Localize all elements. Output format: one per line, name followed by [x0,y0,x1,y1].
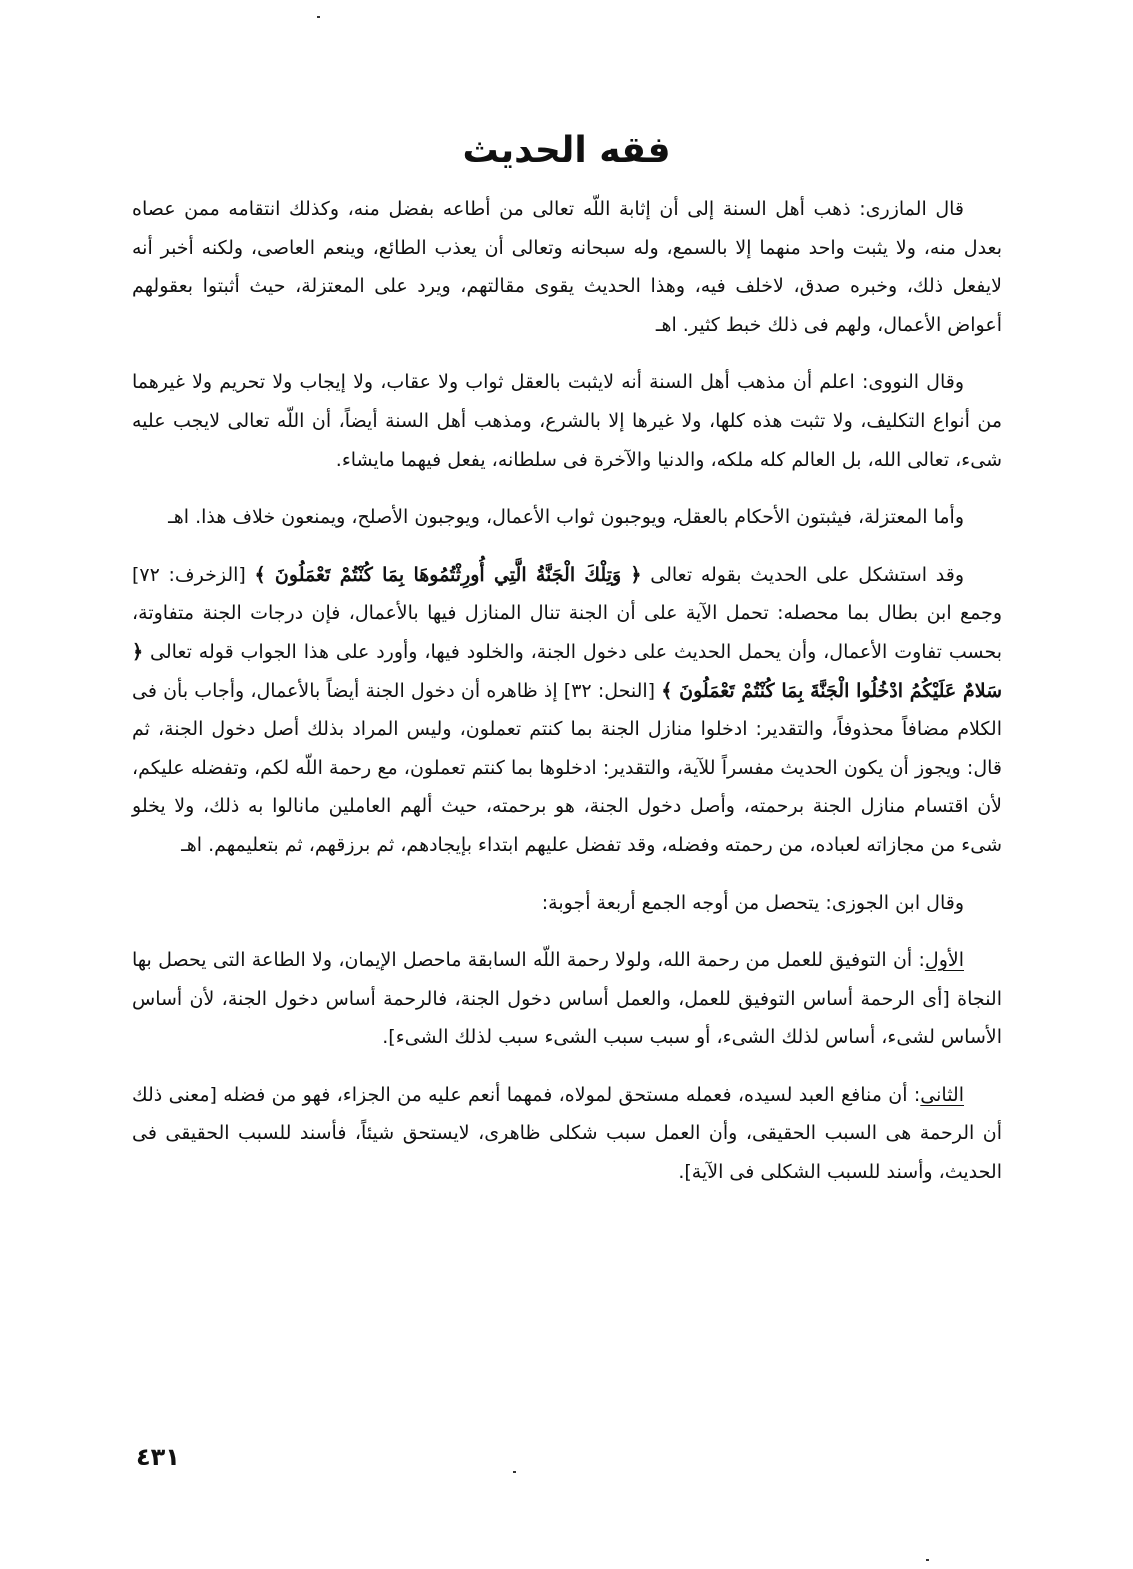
scan-speck [317,16,320,18]
ibn-battal-answer: وجمع ابن بطال بما محصله: تحمل الآية على أن الجنة تنال المنازل فيها بالأعمال، فإن درجات الجنة متفاوتة، بحسب تفاوت الأعمال، وأن يحمل الحديث على دخول الجنة، والخلود فيها، وأورد على هذا الجواب قوله تعالى [132,602,1003,663]
scan-speck [926,1559,929,1561]
paragraph-mutazila: وأما المعتزلة، فيثبتون الأحكام بالعقل، ويوجبون ثواب الأعمال، ويوجبون الأصلح، ويمنعون خلاف هذا. اهـ [168,506,964,529]
page-number: ٤٣١ [136,1443,180,1471]
objection-resolution: إذ ظاهره أن دخول الجنة أيضاً بالأعمال، وأجاب بأن فى الكلام مضافاً محذوفاً، والتقدير: ادخلوا منازل الجنة بما كنتم تعملون، وليس المراد بذلك أصل دخول الجنة، ثم قال: ويجوز أن يكون الحديث مفسراً للآية، والتقدير: ادخلوها بما كنتم تعملون، مع رحمة اللّه لكم، وتفضله عليكم، لأن اقتسام منازل الجنة برحمته، وأصل دخول الجنة، هو برحمته، حيث ألهم العاملين مانالوا به ذلك، ولا يخلو شىء من مجازاته لعباده، من رحمته وفضله، وقد تفضل عليهم ابتداء بإيجادهم، ثم برزقهم، ثم بتعليمهم. اهـ [132,679,1002,856]
first-answer-label: الأول [924,949,964,972]
paragraph-first-answer [132,941,1002,1057]
paragraph-second-answer [132,1076,1002,1192]
second-answer-text: : أن منافع العبد لسيده، فعمله مستحق لمولاه، فمهما أنعم عليه من الجزاء، فهو من فضله [معنى ذلك أن الرحمة هى السبب الحقيقى، وأن العمل سبب شكلى ظاهرى، لايستحق شيئاً، فأسند للسبب الحقيقى فى الحديث، وأسند للسبب الشكلى فى الآية]. [132,1083,1002,1184]
quran-verse-zukhruf: ﴿ وَتِلْكَ الْجَنَّةُ الَّتِي أُورِثْتُمُوهَا بِمَا كُنْتُمْ تَعْمَلُونَ ﴾ [254,563,642,586]
page-title: فقه الحديث [462,130,671,172]
paragraph-objection [132,556,1002,865]
first-answer-text: : أن التوفيق للعمل من رحمة الله، ولولا رحمة اللّه السابقة ماحصل الإيمان، ولا الطاعة التى يحصل بها النجاة [أى الرحمة أساس التوفيق للعمل، والعمل أساس دخول الجنة، فالرحمة أساس دخول الجنة، لأن أساس الأساس لشىء، أساس لذلك الشىء، أو سبب سبب الشىء سبب لذلك الشىء]. [132,949,1002,1049]
verse-reference-zukhruf: [الزخرف: ٧٢] [132,563,246,586]
paragraph-nawawi: وقال النووى: اعلم أن مذهب أهل السنة أنه لايثبت بالعقل ثواب ولا عقاب، ولا إيجاب ولا تحريم ولا غيرهما من أنواع التكليف، ولا تثبت هذه كلها، ولا غيرها إلا بالشرع، ومذهب أهل السنة أيضاً، أن اللّه تعالى لايجب عليه شىء، تعالى الله، بل العالم كله ملكه، والدنيا والآخرة فى سلطانه، يفعل فيهما مايشاء. [132,371,1002,471]
quran-verse-nahl: ﴿ سَلامٌ عَلَيْكُمُ ادْخُلُوا الْجَنَّةَ بِمَا كُنْتُمْ تَعْمَلُونَ ﴾ [132,640,1003,702]
objection-intro: وقد استشكل على الحديث بقوله تعالى [650,563,964,586]
scan-speck [513,1471,516,1473]
paragraph-mazari: قال المازرى: ذهب أهل السنة إلى أن إثابة اللّه تعالى من أطاعه بفضل منه، وكذلك انتقامه ممن عصاه بعدل منه، ولا يثبت واحد منهما إلا بالسمع، وله سبحانه وتعالى أن يعذب الطائع، وينعم العاصى، ولكنه أخبر أنه لايفعل ذلك، وخبره صدق، لاخلف فيه، وهذا الحديث يقوى مقالتهم، ويرد على المعتزلة، حيث أثبتوا بعقولهم أعواض الأعمال، ولهم فى ذلك خبط كثير. اهـ [132,198,1002,336]
second-answer-label: الثانى [920,1083,964,1106]
body-text [132,190,1002,1211]
verse-reference-nahl: [النحل: ٣٢] [563,679,656,702]
paragraph-ibn-jawzi: وقال ابن الجوزى: يتحصل من أوجه الجمع أربعة أجوبة: [541,891,964,914]
